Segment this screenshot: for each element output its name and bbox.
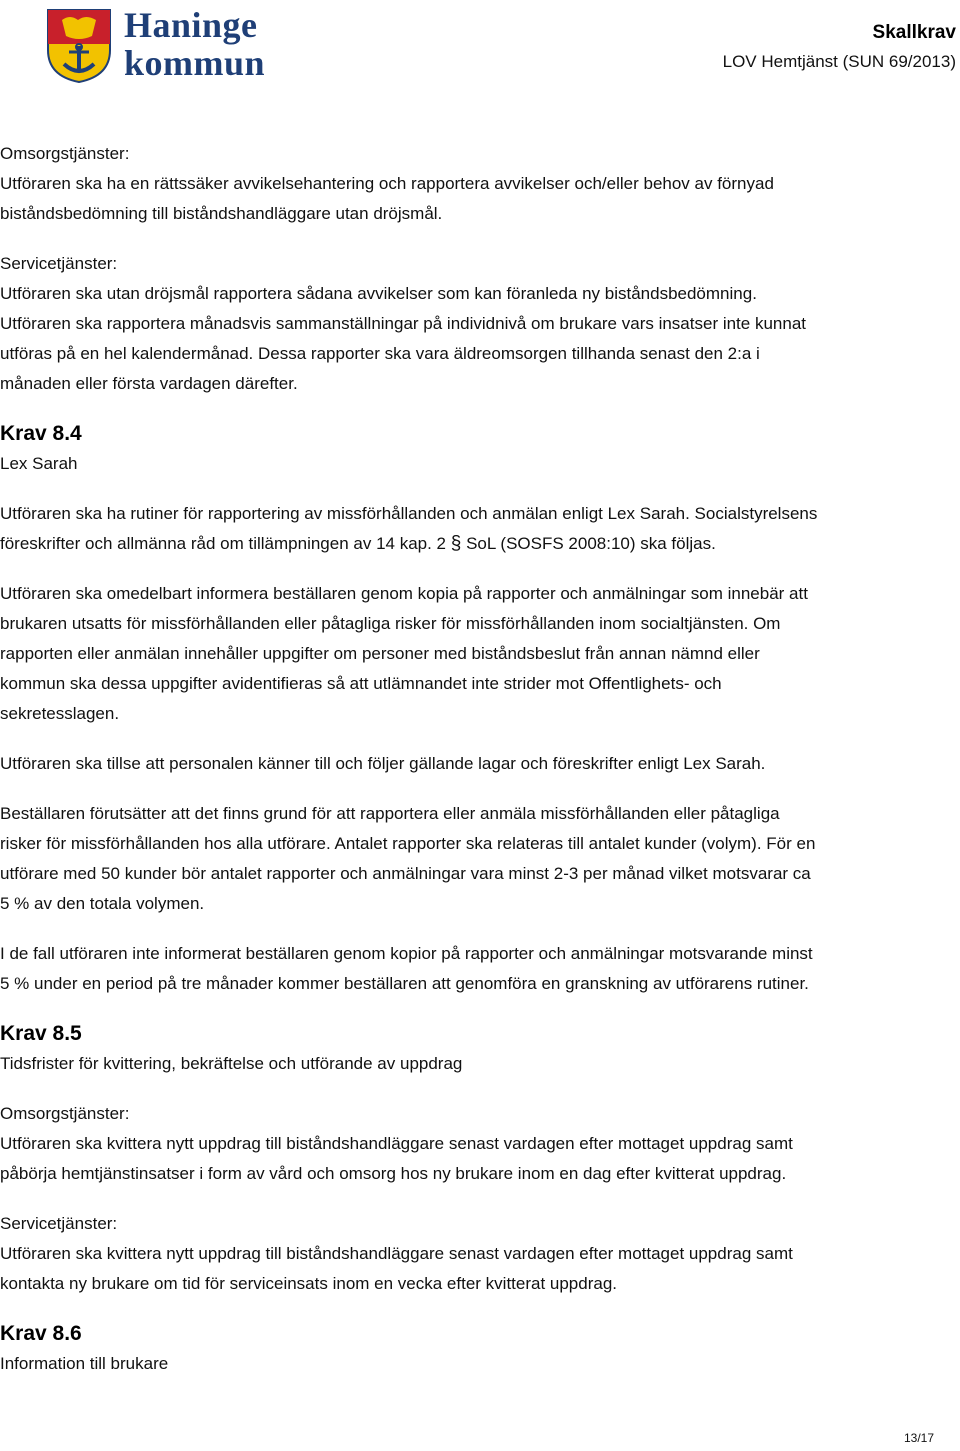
text-line: påbörja hemtjänstinsatser i form av vård och omsorg hos ny brukare inom en dag efter kvitterat uppdrag. (0, 1164, 787, 1183)
section-label: Omsorgstjänster: (0, 144, 130, 163)
text-line: utförare med 50 kunder bör antalet rapporter och anmälningar vara minst 2-3 per månad vilket motsvarar ca (0, 864, 811, 883)
text-line: Utföraren ska utan dröjsmål rapportera sådana avvikelser som kan föranleda ny biståndsbedömning. (0, 284, 757, 303)
text-fragment: föreskrifter och allmänna råd om tillämpningen av 14 kap. 2 (0, 534, 447, 553)
krav-heading: Krav 8.4 (0, 422, 82, 445)
text-line: Utföraren ska ha rutiner för rapportering av missförhållanden och anmälan enligt Lex Sarah. Socialstyrelsens (0, 504, 818, 523)
text-line: Utföraren ska omedelbart informera beställaren genom kopia på rapporter och anmälningar som innebär att (0, 584, 808, 603)
text-line: Beställaren förutsätter att det finns grund för att rapportera eller anmäla missförhållanden eller påtagliga (0, 804, 780, 823)
text-line: Utföraren ska rapportera månadsvis sammanställningar på individnivå om brukare vars insatser inte kunnat (0, 314, 806, 333)
document-subtitle: LOV Hemtjänst (SUN 69/2013) (722, 52, 956, 71)
text-line: I de fall utföraren inte informerat beställaren genom kopior på rapporter och anmälningar motsvarande minst (0, 944, 813, 963)
krav-subheading: Tidsfrister för kvittering, bekräftelse och utförande av uppdrag (0, 1054, 463, 1073)
section-label: Omsorgstjänster: (0, 1104, 130, 1123)
logo-wordmark (124, 6, 284, 82)
haninge-kommun-logo (44, 6, 284, 84)
text-line: brukaren utsatts för missförhållanden eller påtagliga risker för missförhållanden inom socialtjänsten. Om (0, 614, 781, 633)
text-line: Utföraren ska kvittera nytt uppdrag till biståndshandläggare senast vardagen efter mottaget uppdrag samt (0, 1134, 793, 1153)
text-line: sekretesslagen. (0, 704, 120, 723)
page-header (0, 0, 960, 100)
text-line: rapporten eller anmälan innehåller uppgifter om personer med biståndsbeslut från annan nämnd eller (0, 644, 760, 663)
krav-subheading: Lex Sarah (0, 454, 78, 473)
krav-heading: Krav 8.6 (0, 1322, 82, 1345)
paragraph-sign: § (450, 533, 462, 554)
section-label: Servicetjänster: (0, 254, 118, 273)
text-line: kontakta ny brukare om tid för serviceinsats inom en vecka efter kvitterat uppdrag. (0, 1274, 618, 1293)
text-line: Utföraren ska ha en rättssäker avvikelsehantering och rapportera avvikelser och/eller behov av förnyad (0, 174, 774, 193)
text-line: 5 % av den totala volymen. (0, 894, 205, 913)
text-line: 5 % under en period på tre månader kommer beställaren att genomföra en granskning av utförarens rutiner. (0, 974, 809, 993)
page-number: 13/17 (903, 1431, 934, 1445)
text-line: Utföraren ska tillse att personalen känner till och följer gällande lagar och föreskrifter enligt Lex Sarah. (0, 754, 766, 773)
text-line: kommun ska dessa uppgifter avidentifieras så att utlämnandet inte strider mot Offentlighets- och (0, 674, 722, 693)
header-info (723, 20, 956, 74)
logo-line-2: kommun (124, 43, 266, 83)
text-line (0, 529, 958, 559)
krav-subheading: Information till brukare (0, 1354, 169, 1373)
section-label: Servicetjänster: (0, 1214, 118, 1233)
text-line: biståndsbedömning till biståndshandläggare utan dröjsmål. (0, 204, 443, 223)
text-line: utföras på en hel kalendermånad. Dessa rapporter ska vara äldreomsorgen tillhanda senast den 2:a i (0, 344, 760, 363)
text-line: risker för missförhållanden hos alla utförare. Antalet rapporter ska relateras till antalet kunder (volym). För en (0, 834, 816, 853)
text-line: Utföraren ska kvittera nytt uppdrag till biståndshandläggare senast vardagen efter mottaget uppdrag samt (0, 1244, 793, 1263)
logo-line-1: Haninge (124, 5, 258, 45)
text-line: månaden eller första vardagen därefter. (0, 374, 298, 393)
document-body (0, 139, 958, 1379)
text-fragment: SoL (SOSFS 2008:10) ska följas. (466, 534, 716, 553)
krav-heading: Krav 8.5 (0, 1022, 82, 1045)
coat-of-arms-icon (44, 6, 114, 84)
document-title: Skallkrav (872, 22, 956, 43)
